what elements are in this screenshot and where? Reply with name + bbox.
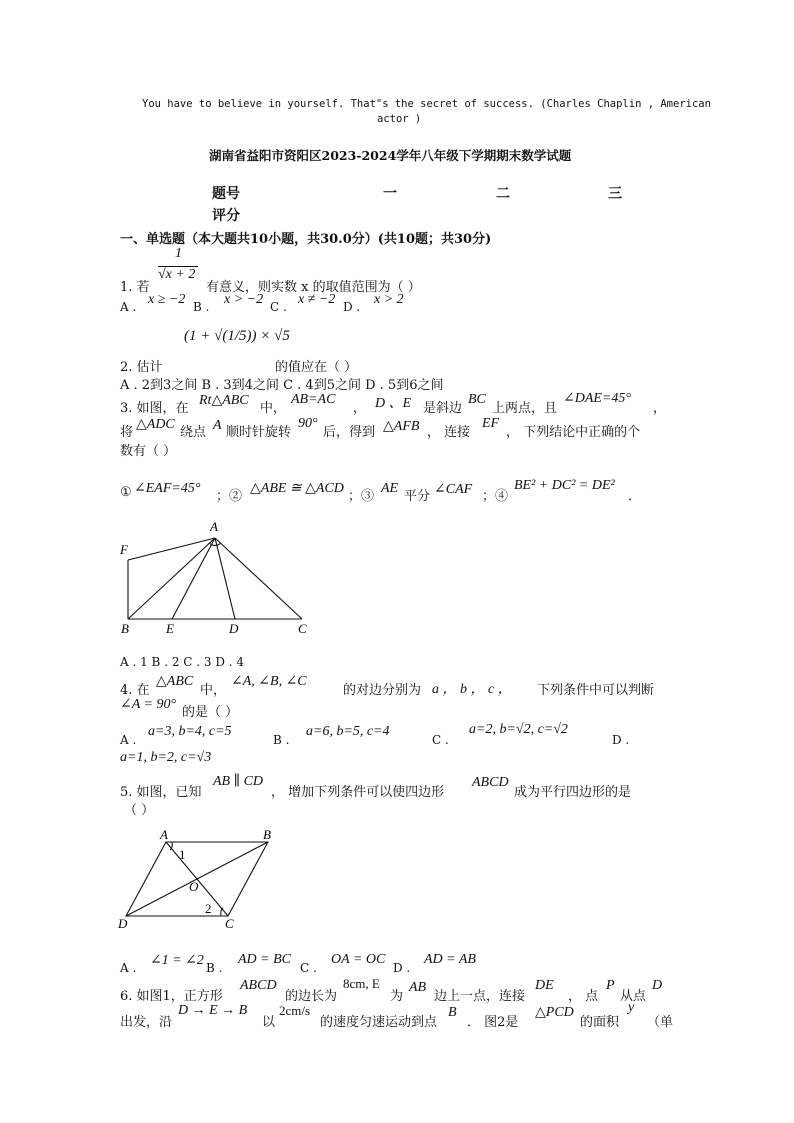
q6-line2-i: 的面积 bbox=[580, 1015, 620, 1030]
q5-line1-b: AB ∥ CD bbox=[213, 774, 264, 789]
q3-line1-b: Rt△ABC bbox=[199, 393, 249, 408]
q5-fig-angle-2: 2 bbox=[205, 901, 212, 916]
q5-parallelogram-figure bbox=[115, 828, 285, 933]
score-col-1: 一 bbox=[383, 186, 397, 202]
q3-line2-f: 90° bbox=[298, 416, 318, 431]
q3-fig-label-e: E bbox=[166, 621, 174, 636]
q4-line1-a: 4. 在 bbox=[120, 683, 150, 698]
q3-line2-i: ， 连接 bbox=[427, 425, 471, 440]
q3-line1-c: 中， bbox=[260, 401, 287, 416]
q6-line2-e: 的速度匀速运动到点 bbox=[320, 1015, 438, 1030]
q1-stem-prefix: 1. 若 bbox=[120, 280, 150, 295]
q6-line1-f: AB bbox=[409, 980, 427, 995]
q1-option-b: x > −2 bbox=[224, 292, 264, 307]
q2-stem-suffix: 的值应在（ ） bbox=[275, 360, 358, 375]
q5-fig-angle-1: 1 bbox=[179, 847, 186, 862]
q5-fig-label-d: D bbox=[118, 916, 128, 931]
q4-option-d: a=1, b=2, c=√3 bbox=[120, 750, 212, 765]
q4-option-c-label: C . bbox=[432, 733, 449, 747]
q2-options: A . 2到3之间 B . 3到4之间 C . 4到5之间 D . 5到6之间 bbox=[120, 378, 444, 393]
q3-conclusion-2-label: ；② bbox=[216, 489, 243, 504]
q4-line2-b: 的是（ ） bbox=[182, 705, 239, 720]
score-col-2: 二 bbox=[496, 186, 510, 202]
q6-line2-b: D → E → B bbox=[178, 1003, 248, 1018]
q3-conclusion-3-label: ；③ bbox=[348, 489, 375, 504]
q3-fig-label-c: C bbox=[298, 621, 307, 636]
q3-line1-d: AB=AC bbox=[291, 392, 336, 407]
q1-option-c: x ≠ −2 bbox=[298, 292, 336, 307]
q5-option-c: OA = OC bbox=[331, 952, 386, 967]
q3-line1-h: BC bbox=[468, 392, 486, 407]
q3-line2-a: 将 bbox=[120, 425, 134, 440]
q3-line2-k: ， 下列结论中正确的个 bbox=[506, 425, 641, 440]
q6-line1-h: DE bbox=[535, 978, 554, 993]
q2-stem-prefix: 2. 估计 bbox=[120, 360, 163, 375]
q6-line2-h: △PCD bbox=[535, 1005, 574, 1020]
q6-line1-i: ， 点 bbox=[568, 989, 599, 1004]
q4-option-a: a=3, b=4, c=5 bbox=[148, 724, 232, 739]
q3-conclusion-4: BE² + DC² = DE² bbox=[514, 478, 615, 493]
q3-line1-g: 是斜边 bbox=[423, 401, 463, 416]
q1-option-d-label: D . bbox=[343, 300, 361, 314]
q3-options: A . 1 B . 2 C . 3 D . 4 bbox=[120, 655, 245, 669]
q6-line1-c: 的边长为 bbox=[285, 989, 338, 1004]
q3-line1-f: D 、E bbox=[375, 396, 412, 411]
q3-line2-d: A bbox=[213, 418, 222, 433]
q3-line2-j: EF bbox=[482, 416, 500, 431]
q4-line1-g: 下列条件中可以判断 bbox=[537, 683, 655, 698]
q5-line1-c: ， 增加下列条件可以使四边形 bbox=[271, 785, 445, 800]
q5-option-b: AD = BC bbox=[238, 952, 291, 967]
q6-line1-d: 8cm, E bbox=[343, 976, 380, 991]
q4-option-d-label: D . bbox=[612, 733, 630, 747]
q3-line3: 数有（ ） bbox=[120, 444, 177, 459]
q3-conclusion-3-b: 平分 bbox=[404, 489, 431, 504]
exam-title: 湖南省益阳市资阳区2023-2024学年八年级下学期期末数学试题 bbox=[209, 148, 572, 163]
q1-option-d: x > 2 bbox=[374, 292, 404, 307]
score-row-label-score: 评分 bbox=[212, 208, 240, 224]
q1-option-c-label: C . bbox=[270, 300, 287, 314]
q3-conclusion-2: △ABE ≅ △ACD bbox=[250, 481, 344, 496]
q5-line1-d: ABCD bbox=[472, 775, 509, 790]
q3-fig-label-f: F bbox=[120, 542, 128, 557]
q5-option-a-label: A . bbox=[120, 961, 137, 975]
q3-line2-c: 绕点 bbox=[180, 425, 207, 440]
q5-line1-e: 成为平行四边形的是 bbox=[514, 785, 632, 800]
q5-option-a: ∠1 = ∠2 bbox=[150, 953, 204, 968]
q6-line2-k: （单 bbox=[647, 1015, 674, 1030]
q3-line1-i: 上两点，且 bbox=[492, 401, 558, 416]
quote-line-2: actor ) bbox=[377, 113, 422, 125]
q1-stem-suffix: 有意义，则实数 x 的取值范围为（ ） bbox=[206, 280, 421, 295]
q3-fig-label-d: D bbox=[229, 621, 239, 636]
q3-conclusion-end: ． bbox=[628, 489, 642, 504]
q3-triangle-figure bbox=[115, 515, 315, 640]
q4-option-c: a=2, b=√2, c=√2 bbox=[469, 722, 568, 737]
q6-line1-b: ABCD bbox=[240, 978, 277, 993]
q5-option-b-label: B . bbox=[206, 961, 223, 975]
q5-option-d: AD = AB bbox=[424, 952, 476, 967]
q5-fig-label-c: C bbox=[225, 916, 234, 931]
section-heading: 一、单选题（本大题共10小题，共30.0分）(共10题；共30分) bbox=[120, 232, 492, 247]
quote-line-1: You have to believe in yourself. That"s the secret of success. (Charles Chaplin , American bbox=[142, 98, 711, 110]
q5-line1-a: 5. 如图，已知 bbox=[120, 785, 202, 800]
q4-line1-b: △ABC bbox=[156, 674, 194, 689]
q4-option-a-label: A . bbox=[120, 733, 137, 747]
q6-line2-d: 2cm/s bbox=[279, 1003, 311, 1018]
q3-line2-b: △ADC bbox=[136, 417, 175, 432]
q3-conclusion-1-label: ① bbox=[120, 485, 132, 500]
q4-line2-a: ∠A = 90° bbox=[120, 697, 177, 712]
q6-line1-k: 从点 bbox=[620, 989, 647, 1004]
score-col-3: 三 bbox=[608, 186, 622, 202]
q3-conclusion-3: AE bbox=[381, 481, 399, 496]
q1-frac-den: √x + 2 bbox=[158, 267, 196, 282]
q4-line1-f: a ， b ， c ， bbox=[432, 682, 512, 697]
q1-option-a: x ≥ −2 bbox=[148, 292, 186, 307]
q6-line1-a: 6. 如图1，正方形 bbox=[120, 989, 223, 1004]
q6-line1-e: 为 bbox=[390, 989, 404, 1004]
q1-option-b-label: B . bbox=[193, 300, 210, 314]
q3-line1-k: ， bbox=[653, 401, 667, 416]
q3-conclusion-4-label: ；④ bbox=[482, 489, 509, 504]
q6-line1-g: 边上一点，连接 bbox=[434, 989, 526, 1004]
q6-line1-l: D bbox=[652, 978, 663, 993]
q3-conclusion-1: ∠EAF=45° bbox=[134, 481, 201, 496]
q6-line2-a: 出发，沿 bbox=[120, 1015, 173, 1030]
q3-line1-a: 3. 如图，在 bbox=[120, 401, 189, 416]
q5-fig-label-a: A bbox=[160, 828, 168, 842]
q5-fig-label-b: B bbox=[263, 828, 271, 842]
q6-line2-j: y bbox=[628, 1000, 635, 1015]
q6-line2-f: B bbox=[448, 1005, 457, 1020]
q3-fig-label-a: A bbox=[210, 519, 218, 534]
q3-line1-e: ， bbox=[353, 401, 367, 416]
q3-line1-j: ∠DAE=45° bbox=[563, 391, 631, 406]
q6-line2-c: 以 bbox=[262, 1015, 276, 1030]
q4-option-b-label: B . bbox=[273, 733, 290, 747]
q5-option-d-label: D . bbox=[393, 961, 411, 975]
q4-line1-e: 的对边分别为 bbox=[343, 683, 422, 698]
q3-line2-e: 顺时针旋转 bbox=[226, 425, 292, 440]
q3-fig-label-b: B bbox=[121, 621, 129, 636]
q3-line2-g: 后，得到 bbox=[323, 425, 376, 440]
score-row-label-number: 题号 bbox=[212, 186, 240, 202]
q1-frac-num: 1 bbox=[175, 246, 182, 261]
q2-expression: (1 + √(1/5)) × √5 bbox=[184, 328, 290, 344]
q4-line1-c: 中， bbox=[200, 683, 227, 698]
q5-fig-label-o: O bbox=[189, 879, 199, 894]
q6-line2-g: ． 图2是 bbox=[467, 1015, 519, 1030]
q5-line2: （ ） bbox=[124, 803, 155, 818]
q3-conclusion-3-c: ∠CAF bbox=[434, 482, 473, 497]
q4-line1-d: ∠A, ∠B, ∠C bbox=[231, 674, 307, 689]
q4-option-b: a=6, b=5, c=4 bbox=[306, 724, 390, 739]
q1-option-a-label: A . bbox=[120, 300, 137, 314]
q3-line2-h: △AFB bbox=[383, 419, 420, 434]
q5-option-c-label: C . bbox=[300, 961, 317, 975]
q6-line1-j: P bbox=[606, 978, 615, 993]
